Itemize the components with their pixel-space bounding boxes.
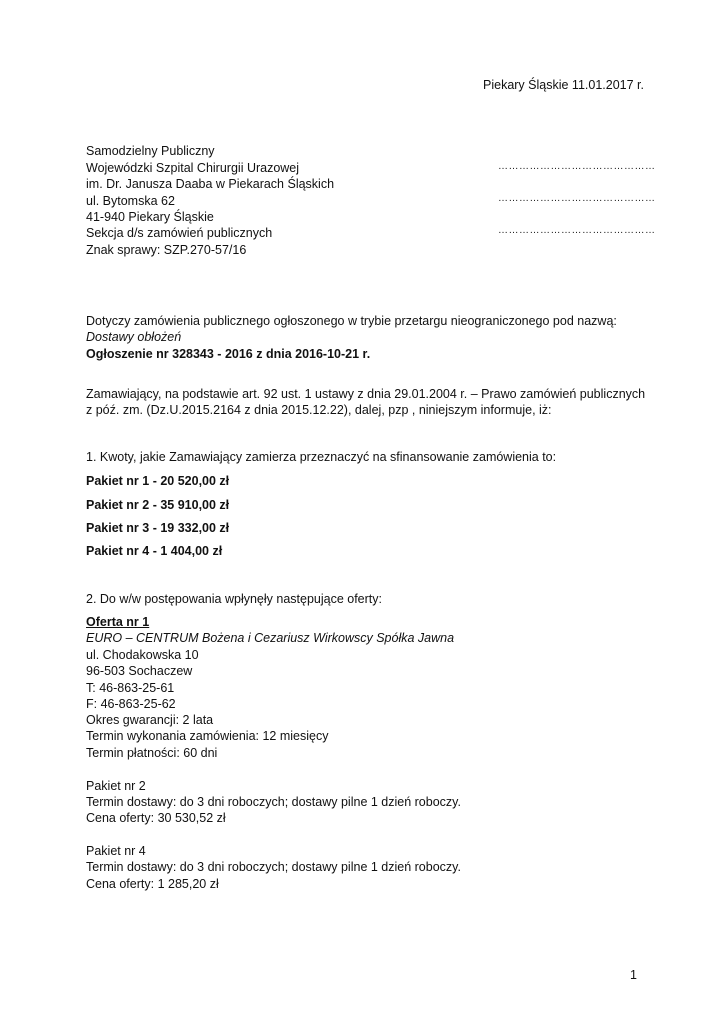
intro-line: Zamawiający, na podstawie art. 92 ust. 1 ustawy z dnia 29.01.2004 r. – Prawo zamówień publicznych xyxy=(86,387,646,401)
recipient-dots: ……………………………………… xyxy=(498,193,656,204)
offer-detail: T: 46-863-25-61 xyxy=(86,681,175,695)
bid-price: Cena oferty: 30 530,52 zł xyxy=(86,811,226,825)
offer-detail: Termin płatności: 60 dni xyxy=(86,746,218,760)
section1-heading: 1. Kwoty, jakie Zamawiający zamierza przeznaczyć na sfinansowanie zamówienia to: xyxy=(86,450,557,464)
package-amount: Pakiet nr 1 - 20 520,00 zł xyxy=(86,474,230,488)
notice-number: Ogłoszenie nr 328343 - 2016 z dnia 2016-10-21 r. xyxy=(86,347,371,361)
sender-line: Samodzielny Publiczny xyxy=(86,144,215,158)
recipient-dots: ……………………………………… xyxy=(498,161,656,172)
sender-line: ul. Bytomska 62 xyxy=(86,194,175,208)
intro-line: z póź. zm. (Dz.U.2015.2164 z dnia 2015.12.22), dalej, pzp , niniejszym informuje, iż: xyxy=(86,403,552,417)
bid-price: Cena oferty: 1 285,20 zł xyxy=(86,877,219,891)
sender-line: 41-940 Piekary Śląskie xyxy=(86,210,214,224)
offer-detail: 96-503 Sochaczew xyxy=(86,664,193,678)
package-amount: Pakiet nr 3 - 19 332,00 zł xyxy=(86,521,230,535)
subject-name: Dostawy obłożeń xyxy=(86,330,182,344)
bid-delivery: Termin dostawy: do 3 dni roboczych; dostawy pilne 1 dzień roboczy. xyxy=(86,795,461,809)
recipient-dots: ……………………………………… xyxy=(498,225,656,236)
case-number: Znak sprawy: SZP.270-57/16 xyxy=(86,243,247,257)
page-number: 1 xyxy=(630,968,637,982)
bid-package: Pakiet nr 4 xyxy=(86,844,146,858)
subject-line: Dotyczy zamówienia publicznego ogłoszonego w trybie przetargu nieograniczonego pod nazwą: xyxy=(86,314,617,328)
bid-package: Pakiet nr 2 xyxy=(86,779,146,793)
offer-detail: ul. Chodakowska 10 xyxy=(86,648,199,662)
sender-line: Sekcja d/s zamówień publicznych xyxy=(86,226,273,240)
bid-delivery: Termin dostawy: do 3 dni roboczych; dostawy pilne 1 dzień roboczy. xyxy=(86,860,461,874)
sender-line: im. Dr. Janusza Daaba w Piekarach Śląskich xyxy=(86,177,335,191)
offer-company: EURO – CENTRUM Bożena i Cezariusz Wirkowscy Spółka Jawna xyxy=(86,631,455,645)
offer-detail: Termin wykonania zamówienia: 12 miesięcy xyxy=(86,729,329,743)
offer-title: Oferta nr 1 xyxy=(86,615,150,629)
section2-heading: 2. Do w/w postępowania wpłynęły następujące oferty: xyxy=(86,592,382,606)
document-date: Piekary Śląskie 11.01.2017 r. xyxy=(483,78,644,92)
package-amount: Pakiet nr 4 - 1 404,00 zł xyxy=(86,544,223,558)
offer-detail: F: 46-863-25-62 xyxy=(86,697,176,711)
offer-detail: Okres gwarancji: 2 lata xyxy=(86,713,214,727)
sender-line: Wojewódzki Szpital Chirurgii Urazowej xyxy=(86,161,300,175)
package-amount: Pakiet nr 2 - 35 910,00 zł xyxy=(86,498,230,512)
